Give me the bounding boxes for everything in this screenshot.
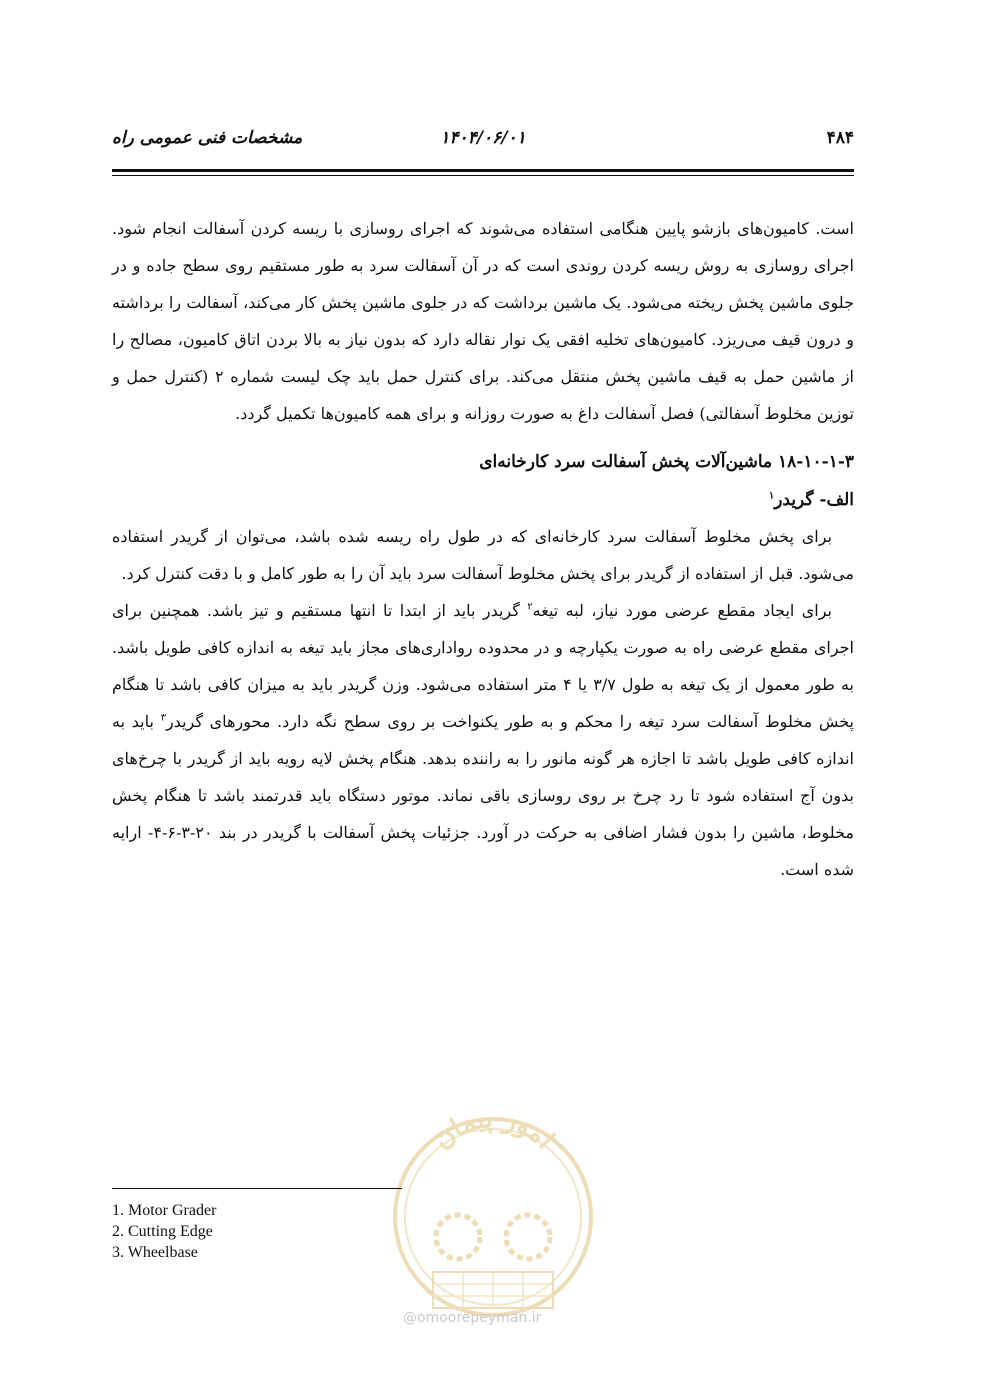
- footnotes: [112, 1200, 216, 1263]
- paragraph-3-part-c: باید به اندازه کافی طویل باشد تا اجازه هر گونه مانور را به راننده بدهد. هنگام پخش لایه رویه باید از گریدر با چرخ‌های بدون آج استفاده شود تا رد چرخ بر روی روسازی باقی نماند. موتور دستگاه باید قدرتمند باشد تا هنگام پخش مخلوط، ماشین را بدون فشار اضافی به حرکت در آورد. جزئیات پخش آسفالت با گریدر در بند ۲۰-۳-۶-۴- ارایه شده است.: [112, 712, 854, 879]
- footnote-1: 1. Motor Grader: [112, 1202, 217, 1219]
- footnote-rule: [112, 1188, 402, 1189]
- paragraph-3-part-b: گریدر باید از ابتدا تا انتها مستقیم و تیز باشد. همچنین برای اجرای مقطع عرضی راه به صورت یکپارچه و در محدوده رواداری‌های مجاز باید تیغه به اندازه کافی طویل باشد. به طور معمول از یک تیغه به طول ۳/۷ یا ۴ متر استفاده می‌شود. وزن گریدر باید به میزان کافی باشد تا هنگام پخش مخلوط آسفالت سرد تیغه را محکم و به طور یکنواخت بر روی سطح نگه دارد. محورهای گریدر: [112, 601, 855, 731]
- section-heading: ۱۸-۱۰-۱-۳ ماشین‌آلات پخش آسفالت سرد کارخانه‌ای: [479, 452, 854, 472]
- footnote-ref-1: ۱: [768, 490, 775, 502]
- footnote-2: 2. Cutting Edge: [112, 1223, 213, 1240]
- page-number: ۴۸۴: [826, 128, 854, 148]
- watermark-site: @omoorepeyman.ir: [403, 1310, 542, 1326]
- subsection-heading: [112, 482, 854, 518]
- subsection-heading-text: الف- گریدر: [774, 490, 854, 510]
- footnote-3: 3. Wheelbase: [112, 1244, 198, 1261]
- paragraph-1: است. کامیون‌های بازشو پایین هنگامی استفاده می‌شوند که اجرای روسازی با ریسه کردن آسفالت انجام شود. اجرای روسازی به روش ریسه کردن روندی است که در آن آسفالت سرد به طور مستقیم روی سطح جاده و در جلوی ماشین پخش ریخته می‌شود. یک ماشین برداشت که در جلوی ماشین پخش کار می‌کند، آسفالت را برداشته و درون قیف می‌ریزد. کامیون‌های تخلیه افقی یک نوار نقاله دارد که بدون نیاز به بالا بردن اتاق کامیون، مصالح را از ماشین حمل به قیف ماشین پخش منتقل می‌کند. برای کنترل حمل باید چک لیست شماره ۲ (کنترل حمل و توزین مخلوط آسفالتی) فصل آسفالت داغ به صورت روزانه و برای همه کامیون‌ها تکمیل گردد.: [112, 219, 854, 423]
- paragraph-3: [112, 592, 854, 888]
- page-body: [112, 210, 854, 888]
- watermark-logo: [388, 1112, 598, 1332]
- header-rule-thin: [112, 175, 854, 176]
- paragraph-2: برای پخش مخلوط آسفالت سرد کارخانه‌ای که در طول راه ریسه شده باشد، می‌توان از گریدر استفاده می‌شود. قبل از استفاده از گریدر برای پخش مخلوط آسفالت سرد باید آن را به طور کامل و با دقت کنترل کرد.: [112, 527, 854, 583]
- header-date: ۱۴۰۴/۰۶/۰۱: [440, 128, 526, 148]
- watermark-logo-text: امور پیمان: [427, 1112, 560, 1155]
- footnote-ref-2: ۲: [527, 601, 533, 613]
- footnote-ref-3: ۳: [160, 712, 166, 724]
- page-header: [112, 128, 854, 158]
- header-rule-thick: [112, 169, 854, 172]
- paragraph-3-part-a: برای ایجاد مقطع عرضی مورد نیاز، لبه تیغه: [532, 601, 832, 620]
- header-title: مشخصات فنی عمومی راه: [112, 128, 303, 148]
